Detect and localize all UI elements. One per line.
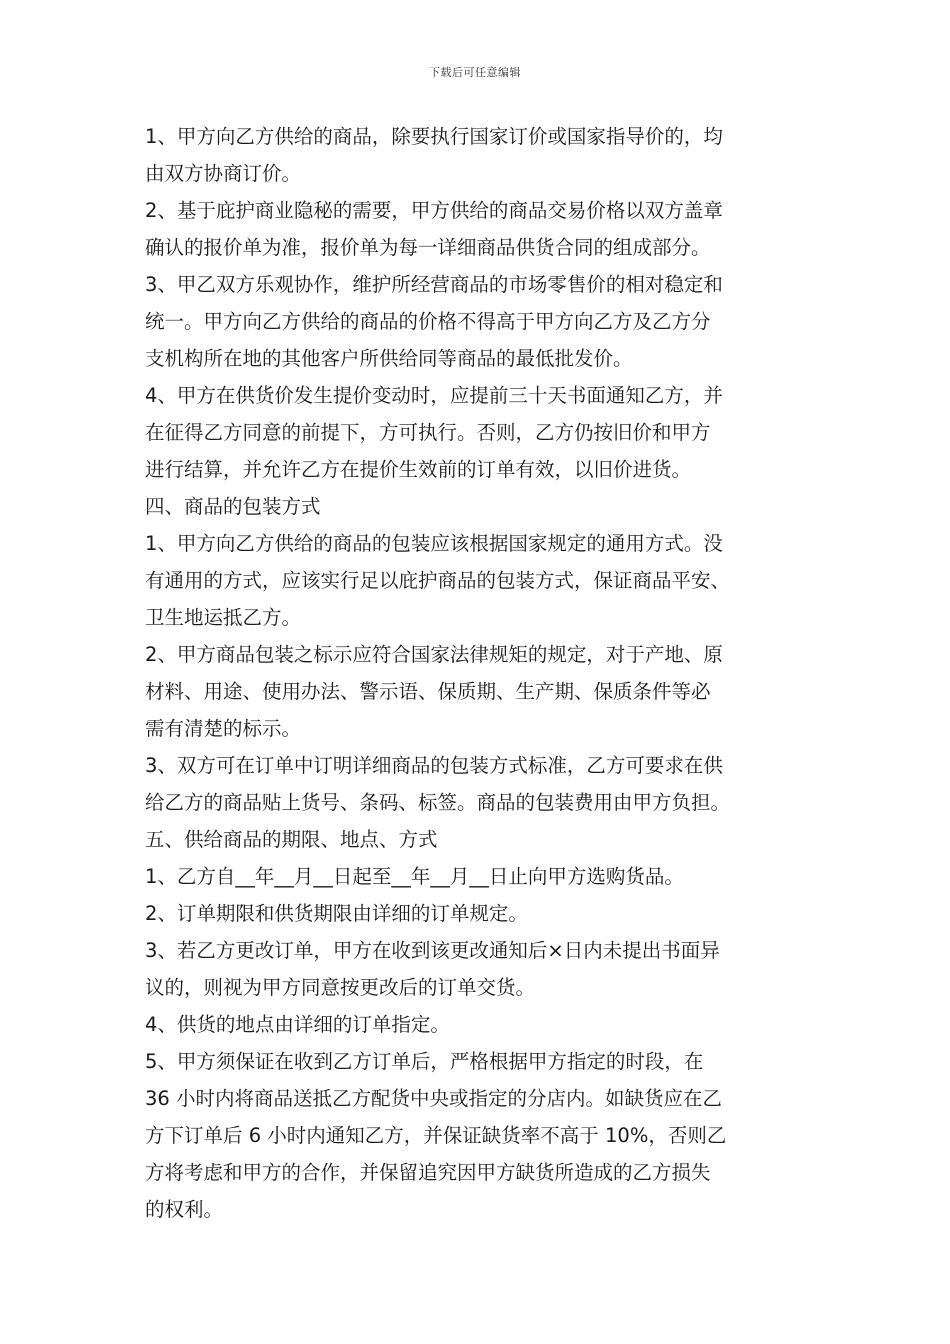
text-line: 由双方协商订价。 [145,162,302,185]
text-line: 2、订单期限和供货期限由详细的订单规定。 [145,902,528,925]
section-heading: 五、供给商品的期限、地点、方式 [145,828,438,851]
document-body [145,118,835,1228]
text-line: 4、甲方在供货价发生提价变动时，应提前三十天书面通知乙方，并 [145,384,723,407]
text-line: 统一。甲方向乙方供给的商品的价格不得高于甲方向乙方及乙方分 [145,310,711,333]
text-line: 方下订单后 6 小时内通知乙方，并保证缺货率不高于 10%，否则乙 [145,1124,727,1147]
section-heading: 四、商品的包装方式 [145,495,321,518]
text-line: 确认的报价单为准，报价单为每一详细商品供货合同的组成部分。 [145,236,711,259]
text-line: 1、乙方自__年__月__日起至__年__月__日止向甲方选购货品。 [145,865,684,888]
text-line: 3、双方可在订单中订明详细商品的包装方式标准，乙方可要求在供 [145,754,723,777]
text-line: 1、甲方向乙方供给的商品，除要执行国家订价或国家指导价的，均 [145,125,723,148]
text-line: 议的，则视为甲方同意按更改后的订单交货。 [145,976,536,999]
text-line: 的权利。 [145,1198,224,1221]
page-header: 下载后可任意编辑 [429,66,521,79]
text-line: 3、甲乙双方乐观协作，维护所经营商品的市场零售价的相对稳定和 [145,273,723,296]
text-line: 方将考虑和甲方的合作，并保留追究因甲方缺货所造成的乙方损失 [145,1161,711,1184]
text-line: 4、供货的地点由详细的订单指定。 [145,1013,450,1036]
text-line: 卫生地运抵乙方。 [145,606,302,629]
text-line: 5、甲方须保证在收到乙方订单后，严格根据甲方指定的时段，在 [145,1050,704,1073]
text-line: 在征得乙方同意的前提下，方可执行。否则，乙方仍按旧价和甲方 [145,421,711,444]
text-line: 给乙方的商品贴上货号、条码、标签。商品的包装费用由甲方负担。 [145,791,731,814]
text-line: 材料、用途、使用办法、警示语、保质期、生产期、保质条件等必 [145,680,711,703]
text-line: 2、基于庇护商业隐秘的需要，甲方供给的商品交易价格以双方盖章 [145,199,723,222]
text-line: 3、若乙方更改订单，甲方在收到该更改通知后×日内未提出书面异 [145,939,720,962]
text-line: 1、甲方向乙方供给的商品的包装应该根据国家规定的通用方式。没 [145,532,723,555]
text-line: 支机构所在地的其他客户所供给同等商品的最低批发价。 [145,347,633,370]
text-line: 有通用的方式，应该实行足以庇护商品的包装方式，保证商品平安、 [145,569,731,592]
text-line: 2、甲方商品包装之标示应符合国家法律规矩的规定，对于产地、原 [145,643,723,666]
text-line: 36 小时内将商品送抵乙方配货中央或指定的分店内。如缺货应在乙 [145,1087,723,1110]
text-line: 进行结算，并允许乙方在提价生效前的订单有效，以旧价进货。 [145,458,692,481]
text-line: 需有清楚的标示。 [145,717,302,740]
